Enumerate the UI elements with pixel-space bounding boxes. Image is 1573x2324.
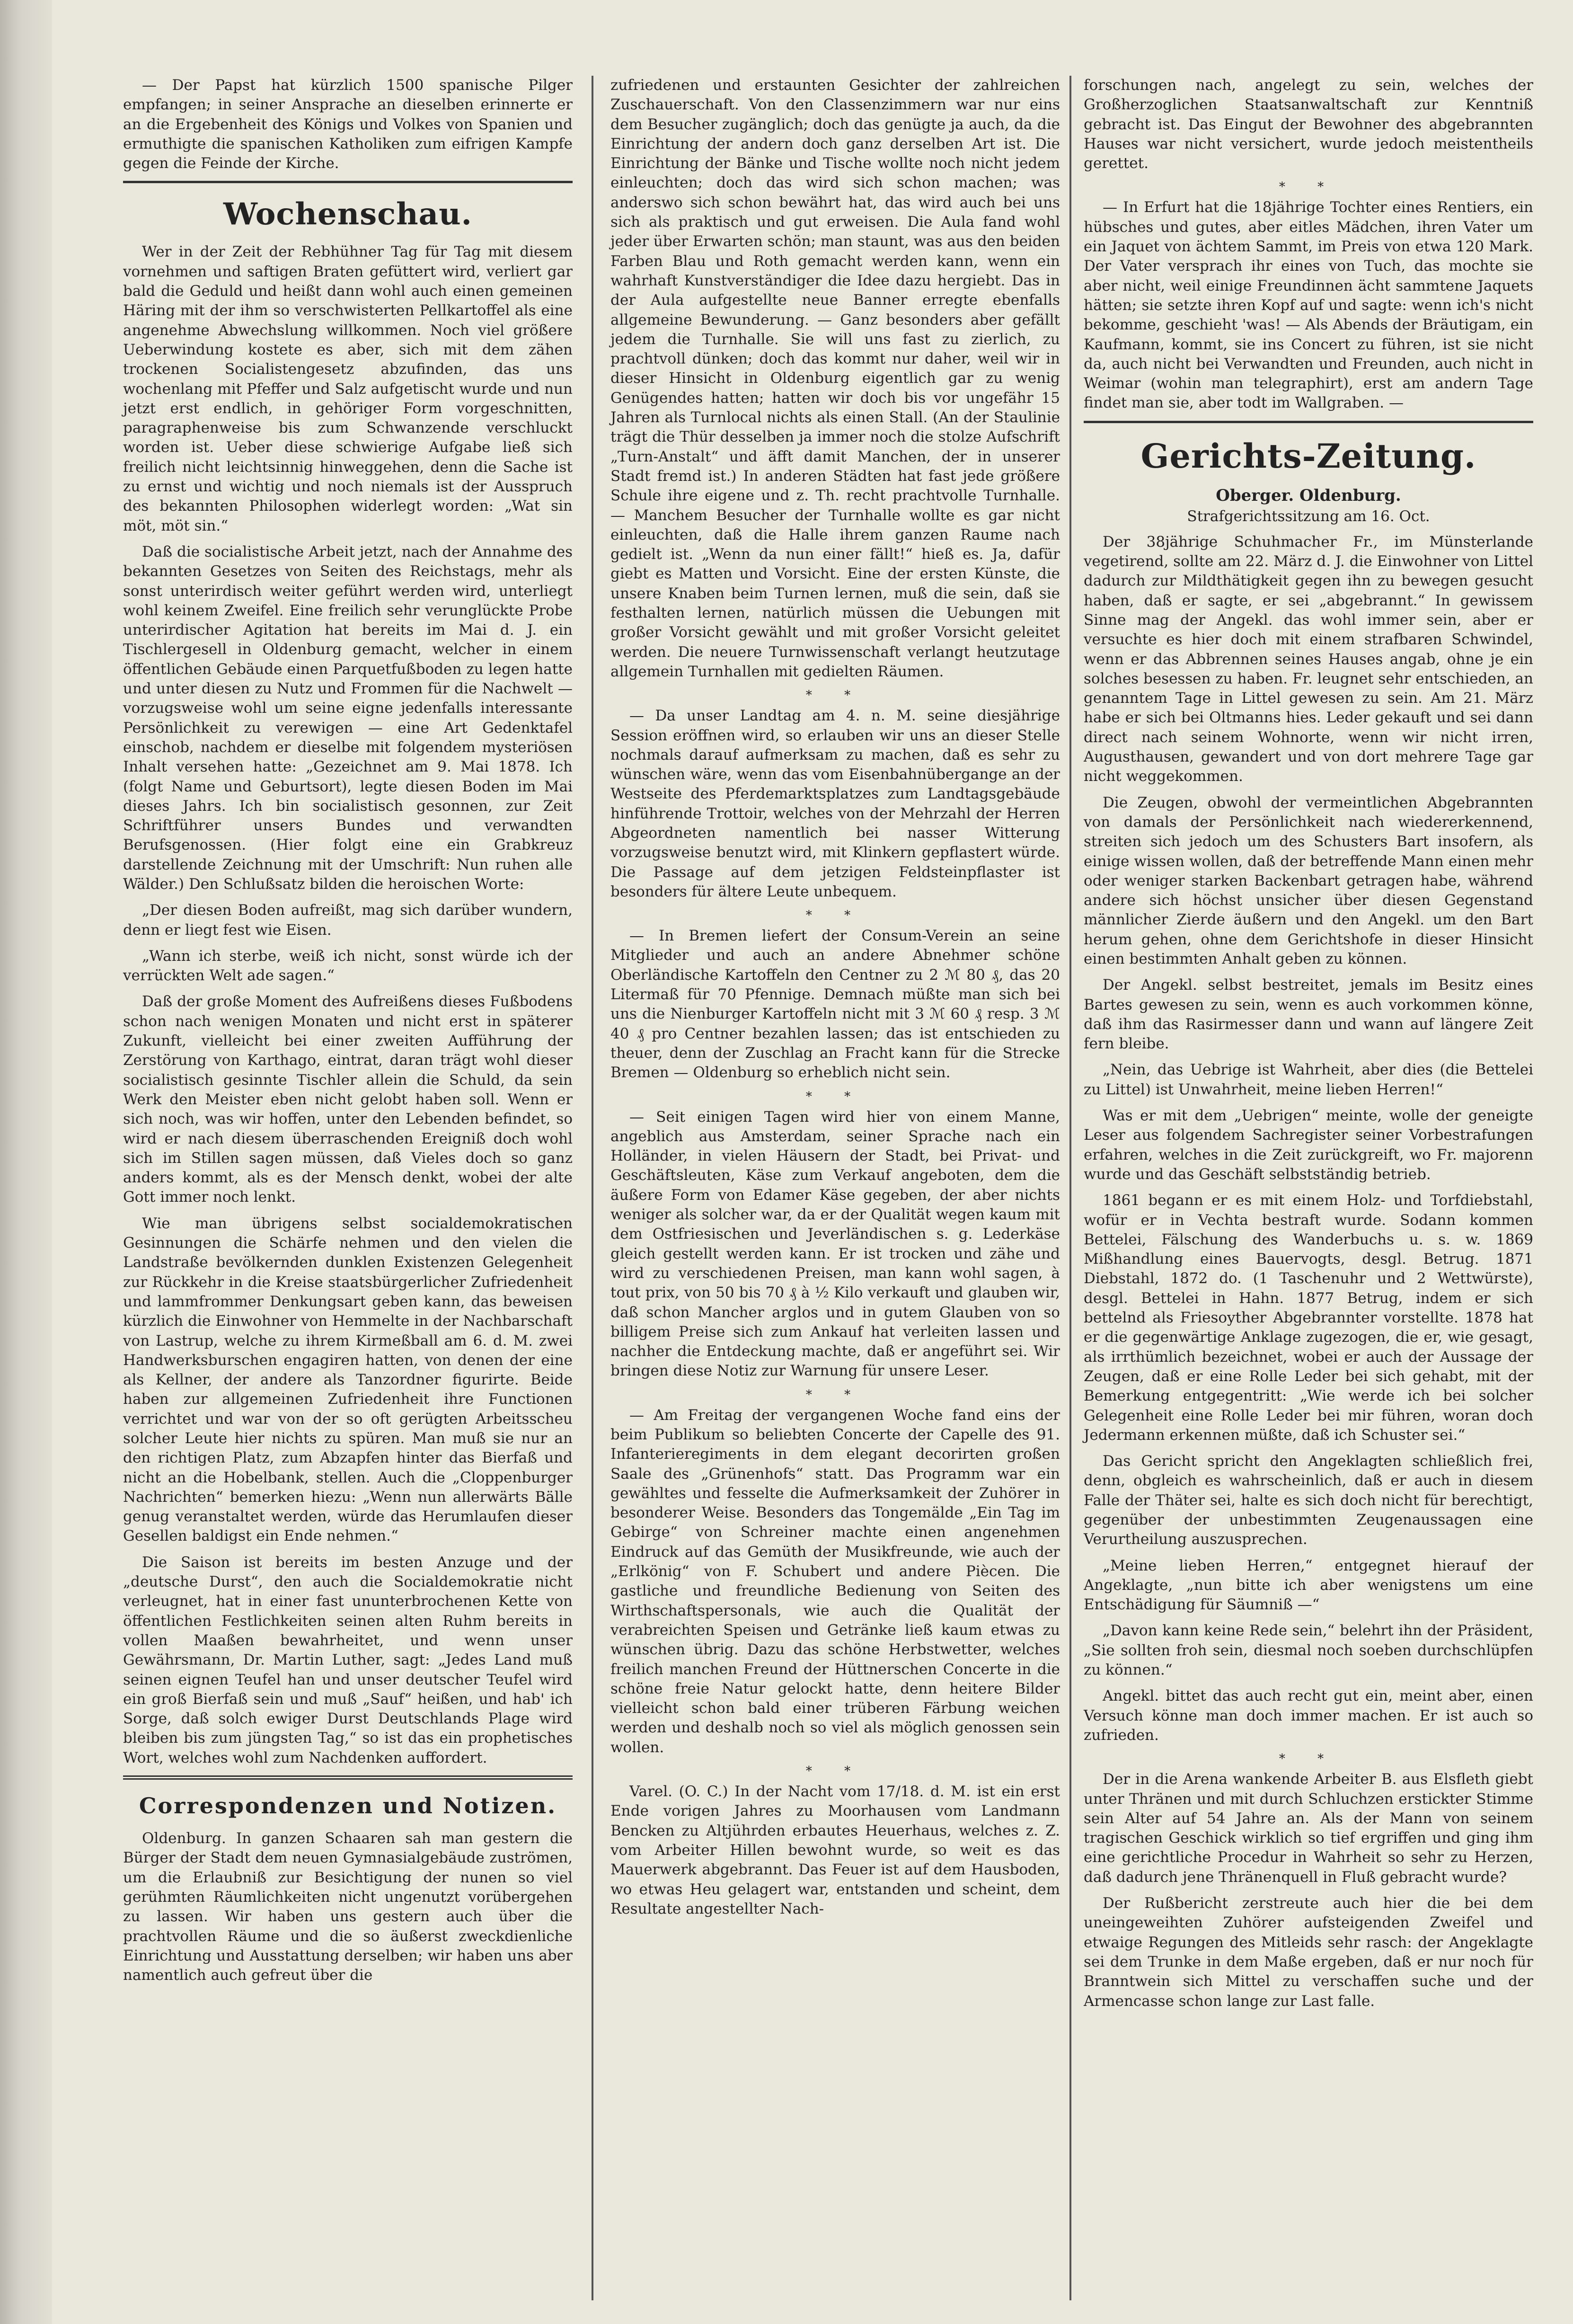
paragraph: „Wann ich sterbe, weiß ich nicht, sonst würde ich der verrückten Welt ade sagen.“ (123, 947, 573, 985)
column-3 (1084, 76, 1533, 2018)
paragraph: Der in die Arena wankende Arbeiter B. aus Elsfleth giebt unter Thränen und mit durch Schluchzen erstickter Stimme sein Alter auf 54 Jahre an. Als der Mann von seinem tragischen Geschick wirklich so tief ergriffen und ging ihm eine gerichtliche Procedur in Wahrheit so sehr zu Herzen, daß dadurch jene Thränenquell in Fluß gebracht wurde? (1084, 1771, 1533, 1886)
paragraph: — Am Freitag der vergangenen Woche fand eins der beim Publikum so beliebten Concerte der Capelle des 91. Infanterieregiments in dem elegant decorirten großen Saale des „Grünenhofs“ statt. Das Programm war ein gewähltes und fesselte die Aufmerksamkeit der Zuhörer in besonderer Weise. Besonders das Tongemälde „Ein Tag im Gebirge“ von Schreiner machte einen angenehmen Eindruck auf das Gemüth der Musikfreunde, wie auch der „Erlkönig“ von F. Schubert und andere Piècen. Die gastliche und freundliche Bedienung von Seiten des Wirthschaftspersonals, wie auch die Qualität der verabreichten Speisen und Getränke ließ kaum etwas zu wünschen übrig. Dazu das schöne Herbstwetter, welches freilich manchen Freund der Hüttnerschen Concerte in die schöne freie Natur gelockt hatte, denn heitere Bilder vielleicht schon bald einer trüberen Färbung weichen werden und deshalb noch so viel als möglich genossen sein wollen. (610, 1406, 1060, 1756)
paragraph: „Der diesen Boden aufreißt, mag sich darüber wundern, denn er liegt fest wie Eisen. (123, 902, 573, 939)
section-title-gerichts-zeitung: Gerichts-Zeitung. (1140, 436, 1476, 476)
paragraph: Die Saison ist bereits im besten Anzuge und der „deutsche Durst“, den auch die Socialdemokratie nicht verleugnet, hat in einer fast ununterbrochenen Kette von öffentlichen Festlichkeiten seinen alten Ruhm bereits in vollen Maaßen bewahrheitet, und wenn unser Gewährsmann, Dr. Martin Luther, sagt: „Jedes Land muß seinen eignen Teufel han und unser deutscher Teufel wird ein groß Bierfaß sein und muß „Sauf“ heißen, und hab' ich Sorge, daß solch ewiger Durst Deutschlands Plage wird bleiben bis zum jüngsten Tag,“ so ist das ein prophetisches Wort, welches wohl zum Nachdenken auffordert. (123, 1553, 573, 1766)
separator-asterisks: * * (805, 1089, 865, 1104)
paragraph: Der 38jährige Schuhmacher Fr., im Münsterlande vegetirend, sollte am 22. März d. J. die Einwohner von Littel dadurch zur Mildthätigkeit gegen ihn zu bewegen gesucht haben, daß er sagte, er sei „abgebrannt.“ In gewissem Sinne mag der Angekl. das wohl immer sein, aber er versuchte es hier doch mit einem strafbaren Schwindel, wenn er das Abbrennen seines Hauses angab, ohne je ein solches besessen zu haben. Fr. leugnet sehr entschieden, an genanntem Tage in Littel gewesen zu sein. Am 21. März habe er sich bei Oltmanns hies. Leder gekauft und sei dann direct nach seinem Wohnorte, wenn wir nicht irren, Augusthausen, gewandert und von dort mehrere Tage gar nicht weggekommen. (1084, 533, 1533, 785)
paragraph: Was er mit dem „Uebrigen“ meinte, wolle der geneigte Leser aus folgendem Sachregister seiner Vorbestrafungen erfahren, welches in die Zeit zurückgreift, wo Fr. majorenn wurde und das Geschäft selbstständig betrieb. (1084, 1107, 1533, 1183)
paragraph: „Nein, das Uebrige ist Wahrheit, aber dies (die Bettelei zu Littel) ist Unwahrheit, meine lieben Herren!“ (1084, 1061, 1533, 1098)
divider (123, 181, 573, 183)
column-1 (123, 76, 573, 1992)
paragraph: — In Erfurt hat die 18jährige Tochter eines Rentiers, ein hübsches und gutes, aber eitles Mädchen, ihren Vater um ein Jaquet von ächtem Sammt, im Preis von etwa 120 Mark. Der Vater versprach ihr eines von Tuch, das mochte sie aber nicht, weil einige Freundinnen ächt sammtene Jaquets hätten; sie setzte ihren Kopf auf und sagte: wenn ich's nicht bekomme, geschieht 'was! — Als Abends der Bräutigam, ein Kaufmann, kommt, sie ins Concert zu führen, ist sie nicht da, auch nicht bei Verwandten und Freunden, auch nicht in Weimar (wohin man telegraphirt), erst am andern Tage findet man sie, aber todt im Wallgraben. — (1084, 199, 1533, 412)
separator-asterisks: * * (1279, 1752, 1338, 1766)
newspaper-page (109, 76, 1543, 2300)
paragraph: — Da unser Landtag am 4. n. M. seine diesjährige Session eröffnen wird, so erlauben wir uns an dieser Stelle nochmals darauf aufmerksam zu machen, daß es sehr zu wünschen wäre, wenn das vom Eisenbahnübergange an der Westseite des Pferdemarktsplatzes zum Landtagsgebäude hinführende Trottoir, welches von der Mehrzahl der Herren Abgeordneten namentlich bei nasser Witterung vorzugsweise benutzt wird, mit Klinkern gepflastert würde. Die Passage auf dem jetzigen Feldsteinpflaster ist besonders für ältere Leute unbequem. (610, 707, 1060, 900)
separator-asterisks: * * (1279, 180, 1338, 195)
separator-asterisks: * * (805, 1387, 865, 1402)
paragraph: Der Rußbericht zerstreute auch hier die bei dem uneingeweihten Zuhörer aufsteigenden Zweifel und etwaige Regungen des Mitleids sehr rasch: der Angeklagte sei dem Trunke in dem Maße ergeben, daß er nur noch für Branntwein sich Mittel zu verschaffen suche und der Armencasse schon lange zur Last falle. (1084, 1895, 1533, 2010)
separator-asterisks: * * (805, 688, 865, 703)
paragraph: — Seit einigen Tagen wird hier von einem Manne, angeblich aus Amsterdam, seiner Sprache nach ein Holländer, in vielen Häusern der Stadt, bei Privat- und Geschäftsleuten, Käse zum Verkauf angeboten, dem die äußere Form von Edamer Käse gegeben, der aber nichts weniger als solcher war, da er der Qualität wegen kaum mit dem Ostfriesischen und Jeverländischen s. g. Lederkäse gleich gestellt werden kann. Er ist trocken und zähe und wird zu verschiedenen Preisen, man kann wohl sagen, à tout prix, von 50 bis 70 ₰ à ½ Kilo verkauft und glauben wir, daß schon Mancher arglos und in gutem Glauben von so billigem Preise sich zum Ankauf hat verleiten lassen und nachher die Entdeckung machte, daß er angeführt sei. Wir bringen diese Notiz zur Warnung für unsere Leser. (610, 1108, 1060, 1380)
paragraph: Wer in der Zeit der Rebhühner Tag für Tag mit diesem vornehmen und saftigen Braten gefüttert wird, verliert gar bald die Geduld und heißt dann wohl auch einen gemeinen Häring mit der ihm so verschwisterten Pellkartoffel als eine angenehme Abwechslung willkommen. Noch viel größere Ueberwindung kostete es aber, sich mit dem zähen trockenen Socialistengesetz abzufinden, das uns wochenlang mit Pfeffer und Salz aufgetischt wurde und nun jetzt erst endlich, in gehöriger Form vorgeschnitten, paragraphenweise bis zum Schwanzende verschluckt worden ist. Ueber diese schwierige Aufgabe ließ sich freilich nicht leichtsinnig hinweggehen, denn die Sache ist zu ernst und wichtig und noch niemals ist der Ausspruch des bekannten Philosophen widerlegt worden: „Wat sin möt, möt sin.“ (123, 243, 573, 534)
session-date: Strafgerichtssitzung am 16. Oct. (1187, 507, 1430, 525)
separator-asterisks: * * (805, 908, 865, 923)
separator-asterisks: * * (805, 1764, 865, 1779)
paragraph: Das Gericht spricht den Angeklagten schließlich frei, denn, obgleich es wahrscheinlich, daß er auch in diesem Falle der Thäter sei, halte es sich doch nicht für berechtigt, gegenüber der unbestimmten Zeugenaussagen eine Verurtheilung auszusprechen. (1084, 1453, 1533, 1548)
paragraph: Daß die socialistische Arbeit jetzt, nach der Annahme des bekannten Gesetzes von Seiten des Reichstags, mehr als sonst unterirdisch weiter geführt werden wird, unterliegt wohl keinem Zweifel. Eine freilich sehr verunglückte Probe unterirdischer Agitation hat bereits im Mai d. J. ein Tischlergesell in Oldenburg gemacht, welcher in einem öffentlichen Gebäude einen Parquetfußboden zu legen hatte und unter diesen zu Nutz und Frommen für die Nachwelt — vorzugsweise wohl um seine eigne jedenfalls interessante Persönlichkeit zu verewigen — eine Art Gedenktafel einschob, nachdem er dieselbe mit folgendem mysteriösen Inhalt versehen hatte: „Gezeichnet am 9. Mai 1878. Ich (folgt Name und Geburtsort), legte diesen Boden im Mai dieses Jahrs. Ich bin socialistisch gesonnen, zur Zeit Schriftführer unsers Bundes und verwandten Berufsgenossen. (Hier folgt eine ein Grabkreuz darstellende Zeichnung mit der Umschrift: Nun ruhen alle Wälder.) Den Schlußsatz bilden die heroischen Worte: (123, 543, 573, 893)
column-2 (610, 76, 1060, 1925)
paragraph: 1861 begann er es mit einem Holz- und Torfdiebstahl, wofür er in Vechta bestraft wurde. Sodann kommen Bettelei, Fälschung des Wanderbuchs u. s. w. 1869 Mißhandlung eines Bauervogts, desgl. Betrug. 1871 Diebstahl, 1872 do. (1 Taschenuhr und 2 Wettwürste), desgl. Bettelei in Hahn. 1877 Betrug, indem er sich bettelnd als Friesoyther Abgebrannter vorstellte. 1878 hat er die gegenwärtige Anklage zugezogen, die er, wie gesagt, als irrthümlich bezeichnet, wobei er auch der Aussage der Zeugen, daß er eine Rolle Leder bei sich gehabt, mit der Bemerkung entgegentritt: „Wie werde ich bei solcher Gelegenheit eine Rolle Leder bei mir führen, woran doch Jedermann erkennen müßte, daß ich Schuster sei.“ (1084, 1192, 1533, 1444)
paragraph: Wie man übrigens selbst socialdemokratischen Gesinnungen die Schärfe nehmen und den vielen die Landstraße bevölkernden dunklen Existenzen Gelegenheit zur Rückkehr in die Kreise staatsbürgerlicher Zufriedenheit und lammfrommer Denkungsart geben kann, das beweisen kürzlich die Einwohner von Hemmelte in der Nachbarschaft von Lastrup, welche zu ihrem Kirmeßball am 6. d. M. zwei Handwerksburschen engagiren hatten, von denen der eine als Kellner, der andere als Tanzordner figurirte. Beide haben zur allgemeinen Zufriedenheit ihre Functionen verrichtet und war von der so oft gerügten Arbeitsscheu solcher Leute hier nichts zu spüren. Man muß sie nur an den richtigen Platz, zum Abzapfen hinter das Bierfaß und nicht an die Hobelbank, stellen. Auch die „Cloppenburger Nachrichten“ bemerken hiezu: „Wenn nun allerwärts Bälle genug veranstaltet werden, würde das Herumlaufen dieser Gesellen baldigst ein Ende nehmen.“ (123, 1215, 573, 1545)
divider (1084, 421, 1533, 423)
paragraph: Angekl. bittet das auch recht gut ein, meint aber, einen Versuch könne man doch immer machen. Er ist auch so zufrieden. (1084, 1687, 1533, 1744)
section-title-wochenschau: Wochenschau. (223, 196, 472, 232)
double-divider (123, 1775, 573, 1780)
paragraph: „Meine lieben Herren,“ entgegnet hierauf der Angeklagte, „nun bitte ich aber wenigstens um eine Entschädigung für Säumniß —“ (1084, 1557, 1533, 1614)
paragraph: Die Zeugen, obwohl der vermeintlichen Abgebrannten von damals der Persönlichkeit nach wiedererkennend, streiten sich jedoch um des Schusters Bart insofern, als einige wissen wollen, daß der betreffende Mann einen mehr oder weniger starken Backenbart getragen habe, während andere sich höchst unsicher über diesen Gegenstand männlicher Zierde äußern und den Angekl. um den Bart herum gehen, ohne dem Gerichtshofe in dieser Hinsicht einen bestimmten Anhalt geben zu können. (1084, 794, 1533, 967)
article-papst: — Der Papst hat kürzlich 1500 spanische Pilger empfangen; in seiner Ansprache an dieselben erinnerte er an die Ergebenheit des Königs und Volkes von Spanien und ermuthigte die spanischen Katholiken zum eifrigen Kampfe gegen die Feinde der Kirche. (123, 77, 573, 172)
paragraph: — In Bremen liefert der Consum-Verein an seine Mitglieder und auch an andere Abnehmer schöne Oberländische Kartoffeln den Centner zu 2 ℳ 80 ₰, das 20 Litermaß für 70 Pfennige. Demnach müßte man sich bei uns die Nienburger Kartoffeln nicht mit 3 ℳ 60 ₰ resp. 3 ℳ 40 ₰ pro Centner bezahlen lassen; das ist entschieden zu theuer, denn der Zuschlag an Fracht kann für die Strecke Bremen — Oldenburg so erheblich nicht sein. (610, 927, 1060, 1082)
column-rule (592, 76, 593, 2300)
paragraph: zufriedenen und erstaunten Gesichter der zahlreichen Zuschauerschaft. Von den Classenzimmern war nur eins dem Besucher zugänglich; doch das genügte ja auch, da die Einrichtung der andern doch ganz derselben Art ist. Die Einrichtung der Bänke und Tische wollte noch nicht jedem einleuchten; doch das wird sich schon machen; was anderswo sich schon bewährt hat, das wird auch bei uns sich als praktisch und gut erweisen. Die Aula fand wohl jeder über Erwarten schön; man staunt, was aus den beiden Farben Blau und Roth gemacht werden kann, wenn ein wahrhaft Kunstverständiger die Idee dazu hergiebt. Das in der Aula aufgestellte neue Banner erregte ebenfalls allgemeine Bewunderung. — Ganz besonders aber gefällt jedem die Turnhalle. Sie will uns fast zu zierlich, zu prachtvoll dünken; doch das kommt nur daher, weil wir in dieser Hinsicht in Oldenburg eigentlich gar zu wenig Genügendes hatten; hatten wir doch bis vor ungefähr 15 Jahren als Turnlocal nichts als einen Stall. (An der Staulinie trägt die Thür desselben ja immer noch die stolze Aufschrift „Turn-Anstalt“ und äfft damit Manchen, der in unserer Stadt fremd ist.) In anderen Städten hat fast jede größere Schule ihre eigene und z. Th. recht prachtvolle Turnhalle. — Manchem Besucher der Turnhalle wollte es gar nicht einleuchten, daß die Halle ihrem ganzen Raume nach gedielt ist. „Wenn da nun einer fällt!“ hieß es. Ja, dafür giebt es Matten und Vorsicht. Eine der ersten Künste, die unsere Knaben beim Turnen lernen, muß die sein, daß sie festhalten lernen, natürlich müssen die Uebungen mit großer Vorsicht gewählt und mit großer Vorsicht geleitet werden. Die neuere Turnwissenschaft verlangt heutzutage allgemein Turnhallen mit gedielten Räumen. (610, 77, 1060, 680)
paragraph: Oldenburg. In ganzen Schaaren sah man gestern die Bürger der Stadt dem neuen Gymnasialgebäude zuströmen, um die Erlaubniß zur Besichtigung der nunen so viel gerühmten Räumlichkeiten nicht ungenutzt vorübergehen zu lassen. Wir haben uns gestern auch über die prachtvollen Räume und die so äußerst zweckdienliche Einrichtung und Ausstattung derselben; wir haben uns aber namentlich auch gefreut über die (123, 1830, 573, 1984)
column-rule (1069, 76, 1071, 2300)
paragraph: „Davon kann keine Rede sein,“ belehrt ihn der Präsident, „Sie sollten froh sein, diesmal noch soeben durchschlüpfen zu können.“ (1084, 1622, 1533, 1679)
paragraph: forschungen nach, angelegt zu sein, welches der Großherzoglichen Staatsanwaltschaft zur Kenntniß gebracht ist. Das Eingut der Bewohner des abgebrannten Hauses war nicht versichert, wurde jedoch meistentheils gerettet. (1084, 77, 1533, 172)
court-name: Oberger. Oldenburg. (1216, 486, 1401, 505)
paragraph: Der Angekl. selbst bestreitet, jemals im Besitz eines Bartes gewesen zu sein, wenn es auch vorkommen könne, daß ihm das Rasirmesser dann und wann auf längere Zeit fern bleibe. (1084, 976, 1533, 1053)
section-title-correspondenzen: Correspondenzen und Notizen. (139, 1793, 557, 1819)
paragraph: Varel. (O. C.) In der Nacht vom 17/18. d. M. ist ein erst Ende vorigen Jahres zu Moorhausen vom Landmann Bencken zu Altjührden erbautes Heuerhaus, welches z. Z. vom Arbeiter Hillen bewohnt wurde, so weit es das Mauerwerk abgebrannt. Das Feuer ist auf dem Hausboden, wo etwas Heu gelagert war, entstanden und scheint, dem Resultate angestellter Nach- (610, 1783, 1060, 1917)
paragraph: Daß der große Moment des Aufreißens dieses Fußbodens schon nach wenigen Monaten und nicht erst in späterer Zukunft, vielleicht bei einer zweiten Aufführung der Zerstörung von Karthago, eintrat, daran trägt wohl dieser socialistisch gesinnte Tischler allein die Schuld, da sein Werk den Meister eben nicht gelobt haben soll. Wenn er sich noch, was wir hoffen, unter den Lebenden befindet, so wird er nach diesem überraschenden Ereigniß doch wohl sich im Stillen sagen müssen, daß Vieles doch so ganz anders kommt, als es der Mensch denkt, wobei der alte Gott immer noch lenkt. (123, 993, 573, 1206)
book-binding-edge (0, 0, 52, 2324)
